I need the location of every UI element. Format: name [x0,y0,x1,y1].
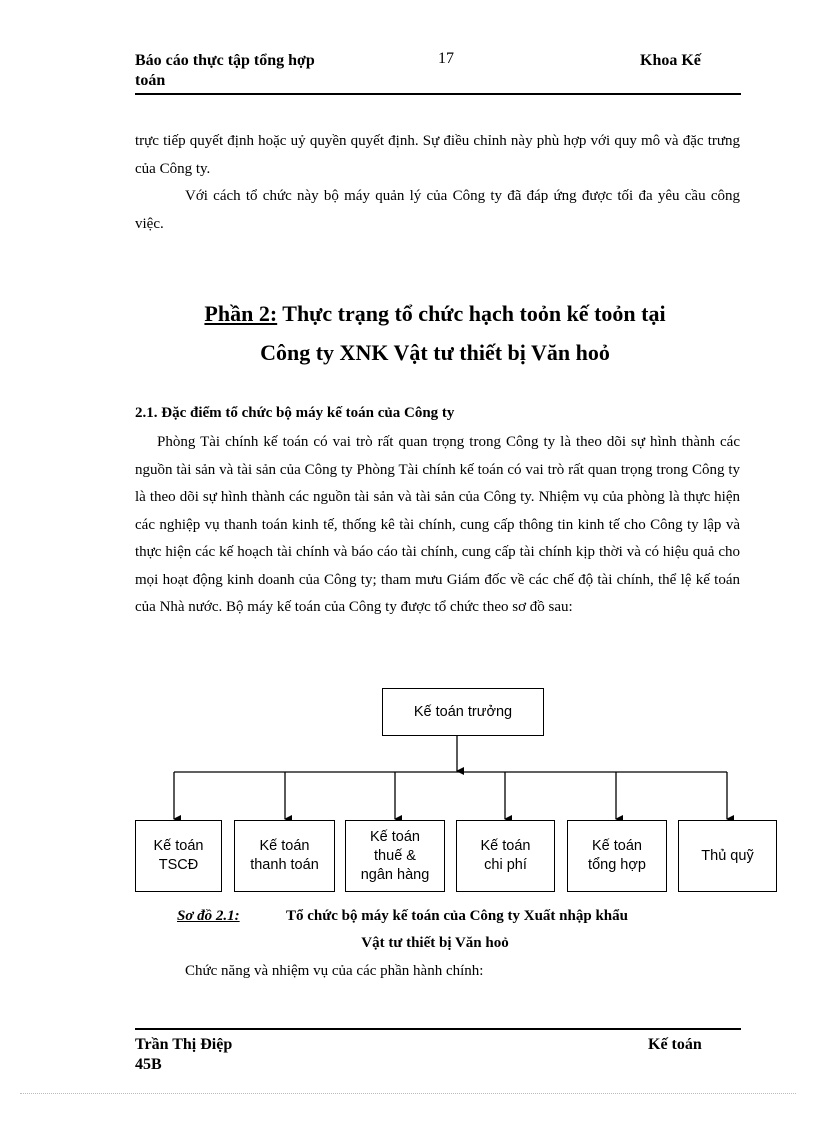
diagram-caption-line2: Vật tư thiết bị Văn hoỏ [361,935,509,951]
footer-left-line1: Trần Thị Điệp [135,1036,233,1053]
paragraph-3: Phòng Tài chính kế toán có vai trò rất quan trọng trong Công ty là theo dõi sự hình thành các nguồn tài sản và tài sản của Công ty Phòng Tài chính kế toán có vai trò rất quan trọng trong Công ty là theo dõi sự hình thành các nguồn tài sản và tài sản của Công ty. Nhiệm vụ của phòng là thực hiện các nghiệp vụ thanh toán kinh tế, thống kê tài chính, cung cấp thông tin kinh tế cho Công ty lập và thực hiện các kế hoạch tài chính và báo cáo tài chính, cung cấp tài chính kịp thời và có hiệu quả cho mọi hoạt động kinh doanh của Công ty; tham mưu Giám đốc về các chế độ tài chính, thể lệ kế toán của Nhà nước. Bộ máy kế toán của Công ty được tổ chức theo sơ đồ sau: [135,434,740,615]
org-box-thue-ngan-hang [345,820,445,892]
org-box-thu-quy [678,820,777,892]
footer-left [135,1035,232,1075]
after-diagram-text: Chức năng và nhiệm vụ của các phần hành chính: [185,963,484,979]
footer-rule [135,1028,741,1030]
part-title-label: Phần 2: [204,301,278,326]
org-box-tong-hop [567,820,667,892]
page-edge-dotted-line [20,1093,796,1094]
footer-left-line2: 45B [135,1056,162,1073]
section-heading: 2.1. Đặc điểm tổ chức bộ máy kế toán của Công ty [135,405,455,421]
header-left-line1: Báo cáo thực tập tổng hợp [135,52,315,69]
org-box-label: Kế toán chi phí [480,838,531,873]
org-box-label: Kế toán thuế & ngân hàng [360,828,430,883]
header-left-line2: toán [135,72,166,89]
paragraph-1: trực tiếp quyết định hoặc uỷ quyền quyết định. Sự điều chỉnh này phù hợp với quy mô và đặc trưng của Công ty. [135,133,740,177]
org-box-label: Kế toán tổng hợp [588,838,646,873]
caption-label-text: Sơ đồ 2.1: [177,908,240,924]
org-box-label: Kế toán thanh toán [250,838,319,873]
header-right: Khoa Kế [640,52,701,69]
org-box-label: Kế toán TSCĐ [153,838,204,873]
page-number: 17 [438,50,454,67]
paragraph-2: Với cách tổ chức này bộ máy quản lý của Công ty đã đáp ứng được tối đa yêu cầu công việc. [135,188,740,232]
diagram-caption-label [177,908,240,925]
part-title-line2: Công ty XNK Vật tư thiết bị Văn hoỏ [260,340,610,365]
footer-right: Kế toán [648,1036,702,1053]
org-box-chi-phi [456,820,555,892]
part-title-rest: Thực trạng tổ chức hạch toỏn kế toỏn tại [277,301,666,326]
org-box-ke-toan-truong [382,688,544,736]
org-box-thanh-toan [234,820,335,892]
org-box-tscd [135,820,222,892]
org-box-label: Thủ quỹ [701,847,754,864]
org-box-label: Kế toán trưởng [413,703,513,720]
diagram-caption-line1: Tổ chức bộ máy kế toán của Công ty Xuất nhập khẩu [286,908,628,924]
